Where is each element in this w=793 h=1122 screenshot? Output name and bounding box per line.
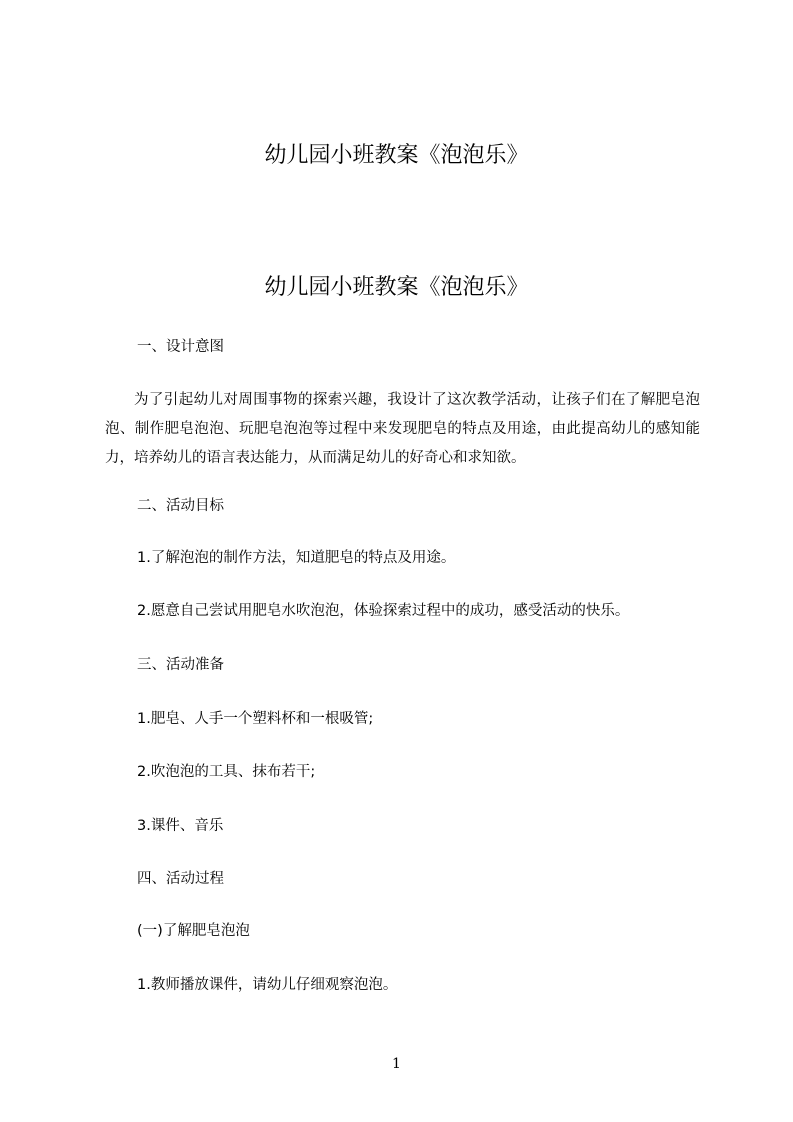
objective-item-1: 1.了解泡泡的制作方法，知道肥皂的特点及用途。: [137, 550, 456, 566]
objective-item-2: 2.愿意自己尝试用肥皂水吹泡泡，体验探索过程中的成功，感受活动的快乐。: [137, 603, 630, 619]
section-heading-preparation: 三、活动准备: [137, 657, 224, 673]
section-heading-process: 四、活动过程: [137, 871, 224, 887]
document-title-repeat: 幼儿园小班教案《泡泡乐》: [264, 275, 529, 300]
process-item-1: 1.教师播放课件，请幼儿仔细观察泡泡。: [137, 977, 398, 993]
preparation-item-2: 2.吹泡泡的工具、抹布若干;: [137, 764, 316, 780]
document-title: 幼儿园小班教案《泡泡乐》: [264, 143, 529, 168]
section-heading-objectives: 二、活动目标: [137, 498, 224, 514]
design-intent-paragraph: 为了引起幼儿对周围事物的探索兴趣，我设计了这次教学活动，让孩子们在了解肥皂泡泡、制作肥皂泡泡、玩肥皂泡泡等过程中来发现肥皂的特点及用途，由此提高幼儿的感知能力，培养幼儿的语言表达能力，从而满足幼儿的好奇心和求知欲。: [105, 392, 700, 466]
preparation-item-1: 1.肥皂、人手一个塑料杯和一根吸管;: [137, 711, 374, 727]
section-heading-design-intent: 一、设计意图: [137, 339, 224, 355]
page-number: 1: [392, 1056, 401, 1072]
preparation-item-3: 3.课件、音乐: [137, 818, 224, 834]
process-subheading-1: (一)了解肥皂泡泡: [137, 923, 250, 939]
